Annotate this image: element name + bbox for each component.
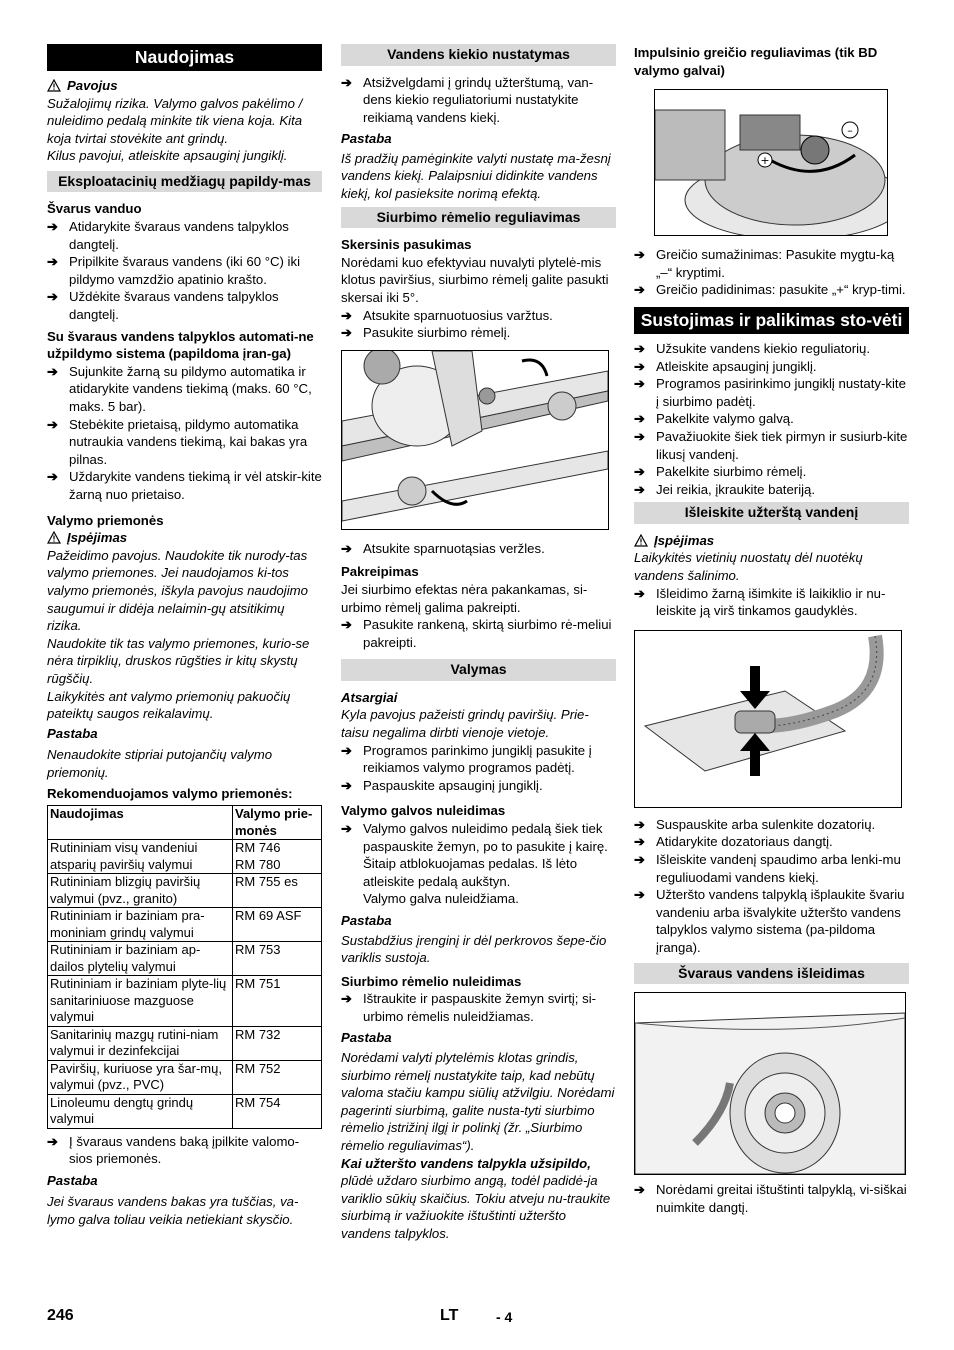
note-text: Nenaudokite stipriai putojančių valymo priemonių.: [47, 747, 273, 780]
list-item: ➔ Atsukite sparnuotuosius varžtus.: [341, 307, 553, 323]
warning-triangle-icon: [634, 534, 648, 547]
detergents-heading: Valymo priemonės: [47, 512, 164, 528]
table-row: Sanitarinių mazgų rutini-niam valymui ir dezinfekcijai RM 732: [48, 1026, 322, 1060]
language-code: LT: [440, 1307, 459, 1324]
column-1: [47, 44, 322, 1229]
list-item: ➔ Išleidimo žarną išimkite iš laikiklio ir nu-leiskite ją virš tinkamos gaudyklės.: [634, 585, 886, 619]
svg-text:–: –: [847, 124, 853, 138]
section-drain-dirty: Išleiskite užterštą vandenį: [634, 502, 909, 524]
list-item: ➔ Užteršto vandens talpyklą išplaukite švariu vandeniu arba išvalykite užteršto vandens talpyklos valymo sistema (pa-pildoma įranga).: [634, 887, 905, 955]
page-number: 246: [47, 1307, 74, 1324]
table-row: Rutininiam ir baziniam plyte-lių sanitariniuose mazguose valymui RM 751: [48, 976, 322, 1027]
section-cleaning: Valymas: [341, 659, 616, 681]
table-row: Paviršių, kuriuose yra šar-mų, valymui (pvz., PVC) RM 752: [48, 1060, 322, 1094]
warning-triangle-icon: [47, 79, 61, 92]
caution-text: Kyla pavojus pažeisti grindų paviršių. Prie-taisu negalima dirbti vienoje vietoje.: [341, 707, 589, 740]
table-row: Rutininiam ir baziniam ap-dailos plytelių valymui RM 753: [48, 942, 322, 976]
section-water-amount: Vandens kiekio nustatymas: [341, 44, 616, 66]
note3-tail: plūdė uždaro siurbimo angą, todėl padidė-ja variklio sūkių skaičius. Tokiu atveju nu-traukite siurbimą ir važiuokite ištuštinti užteršto vandens talpyklos.: [341, 1173, 611, 1241]
section-drain-clean: Švaraus vandens išleidimas: [634, 963, 909, 985]
clean-water-heading: Švarus vanduo: [47, 201, 142, 217]
section-squeegee-adjust: Siurbimo rėmelio reguliavimas: [341, 207, 616, 229]
note2-text: Jei švaraus vandens bakas yra tuščias, va-lymo galva toliau veikia netiekiant skysčio.: [47, 1194, 299, 1227]
warning-text-3: Laikykitės ant valymo priemonių pakuočių pateiktų saugos reikalavimų.: [47, 688, 291, 722]
speed-knob-illustration: [654, 89, 888, 236]
svg-text:+: +: [760, 154, 770, 168]
list-item: ➔ Valymo galvos nuleidimo pedalą šiek tiek paspauskite žemyn, po to pasukite į kairę. Šitaip atblokuojamas pedalas. Iš lėto atleiskite pedalą aukštyn.: [341, 820, 608, 889]
list-item: ➔ Norėdami greitai ištuštinti talpyklą, vi-siškai nuimkite dangtį.: [634, 1182, 907, 1215]
detergent-table: Naudojimas Valymo prie-monės Rutininiam visų vandeniui atsparių paviršių valymui RM 746 RM 780 Rutininiam blizgių paviršių valymui (pvz., granito) RM 755 es Rutininiam ir baziniam pra-moniniam grindų valymui RM 69 ASF Rutininiam ir baziniam ap-dailos plytelių valymui RM 753 Rutininiam ir baziniam plyte-lių sanitariniuose mazguose valymui RM 751 Sanitarinių mazgų rutini-niam valymui ir dezinfekcijai RM 732 Paviršių, kuriuose yra šar-mų, valymui (pvz., PVC) RM 752 Linoleumu dengtų grindų valymui RM 754: [47, 805, 322, 1129]
list-item: ➔ Uždėkite švaraus vandens talpyklos dangtelį.: [47, 289, 279, 323]
auto-fill-heading: Su švaraus vandens talpyklos automati-ne užpildymo sistema (papildoma įran-ga): [47, 328, 314, 362]
note3-bold: Kai užteršto vandens talpykla užsipildo,: [341, 1155, 591, 1171]
lower-squeegee-heading: Siurbimo rėmelio nuleidimas: [341, 973, 522, 989]
drain-hose-illustration: [634, 630, 902, 808]
tilt-heading: Pakreipimas: [341, 564, 419, 580]
list-item: ➔ Uždarykite vandens tiekimą ir vėl atskir-kite žarną nuo prietaiso.: [47, 469, 322, 502]
note2-text: Sustabdžius įrenginį ir dėl perkrovos šepe-čio variklis sustoja.: [341, 932, 607, 966]
danger-text-2: Kilus pavojui, atleiskite apsauginį jungiklį.: [47, 148, 288, 164]
section-title-stop: Sustojimas ir palikimas sto-vėti: [634, 307, 909, 334]
table-row: Linoleumu dengtų grindų valymui RM 754: [48, 1094, 322, 1128]
tilt-text: Jei siurbimo efektas nėra pakankamas, si-urbimo rėmelį galima pakreipti.: [341, 581, 588, 615]
clean-water-drain-illustration: [634, 992, 906, 1175]
list-item: ➔ Programos pasirinkimo jungiklį nustaty-kite į siurbimo padėtį.: [634, 376, 906, 409]
note3-label: Pastaba: [341, 1030, 392, 1046]
list-item: ➔ Pakelkite valymo galvą.: [634, 411, 794, 427]
list-item: ➔ Pakelkite siurbimo rėmelį.: [634, 464, 807, 480]
note3-text: Norėdami valyti plytelėmis klotas grindis, siurbimo rėmelį nustatykite taip, kad nebūtų valoma stačiu kampu siūlių atžvilgiu. Norėdami pagerinti siurbimą, galite nusta-tyti siurbimo rėmelio įstrižinį ilgį ir polinkį (žr. „Siurbimo rėmelio reguliavimas“).: [341, 1050, 615, 1154]
lower-head-result: Valymo galva nuleidžiama.: [363, 891, 519, 907]
warning-text: Laikykitės vietinių nuostatų dėl nuotėkų vandens šalinimo.: [634, 550, 863, 583]
list-item: ➔ Pasukite rankeną, skirtą siurbimo rė-meliui pakreipti.: [341, 617, 612, 650]
list-item: ➔ Į švaraus vandens baką įpilkite valomo-sios priemonės.: [47, 1133, 300, 1167]
warning-triangle-icon: [47, 531, 61, 544]
section-consumables: Eksploatacinių medžiagų papildy-mas: [47, 171, 322, 193]
warning-label: Įspėjimas: [634, 532, 909, 550]
danger-label: Pavojus: [47, 77, 322, 95]
recommended-heading: Rekomenduojamos valymo priemonės:: [47, 786, 293, 802]
list-item: ➔ Ištraukite ir paspauskite žemyn svirtį; si-urbimo rėmelis nuleidžiamas.: [341, 991, 597, 1024]
danger-text: Sužalojimų rizika. Valymo galvos pakėlimo / nuleidimo pedalą minkite tik viena koja. Kita koja tvirtai stovėkite ant grindų.: [47, 95, 303, 146]
note-text: Iš pradžių pamėginkite valyti nustatę ma-žesnį vandens kiekį. Palaipsniui didinkite vandens kiekį, kol pasieksite norimą efektą.: [341, 150, 611, 202]
list-item: ➔ Greičio padidinimas: pasukite „+“ kryp-timi.: [634, 282, 906, 298]
cross-heading: Skersinis pasukimas: [341, 237, 472, 253]
column-3: [634, 44, 909, 1216]
section-title-operation: Naudojimas: [47, 44, 322, 71]
warning-text-2: Naudokite tik tas valymo priemones, kurio-se nėra tirpiklių, druskos rūgšties ir kitų skystų rūgščių.: [47, 635, 310, 686]
list-item: ➔ Išleiskite vandenį spaudimo arba lenki-mu reguliuodami vandens kiekį.: [634, 851, 901, 885]
note2-label: Pastaba: [47, 1172, 98, 1188]
list-item: ➔ Paspauskite apsauginį jungiklį.: [341, 777, 543, 793]
list-item: ➔ Atleiskite apsauginį jungiklį.: [634, 358, 817, 374]
cross-text: Norėdami kuo efektyviau nuvalyti plytelė-mis klotus paviršius, siurbimo rėmelį galite pasukti skersai iki 5°.: [341, 254, 609, 305]
warning-label: Įspėjimas: [47, 529, 322, 547]
table-row: Rutininiam ir baziniam pra-moniniam grindų valymui RM 69 ASF: [48, 908, 322, 942]
squeegee-illustration: [341, 350, 609, 530]
column-2: [341, 44, 616, 1243]
table-row: Rutininiam blizgių paviršių valymui (pvz., granito) RM 755 es: [48, 874, 322, 908]
list-item: ➔ Suspauskite arba sulenkite dozatorių.: [634, 816, 876, 832]
note-label: Pastaba: [47, 725, 98, 741]
note-label: Pastaba: [341, 131, 392, 147]
list-item: ➔ Pavažiuokite šiek tiek pirmyn ir susiurb-kite likusį vandenį.: [634, 428, 908, 462]
list-item: ➔ Stebėkite prietaisą, pildymo automatika nutraukia vandens tiekimą, kai bakas yra pilnas.: [47, 416, 308, 467]
list-item: ➔ Atidarykite švaraus vandens talpyklos dangtelį.: [47, 219, 289, 252]
caution-label: Atsargiai: [341, 689, 398, 705]
list-item: ➔ Pasukite siurbimo rėmelį.: [341, 325, 511, 341]
table-row: Rutininiam visų vandeniui atsparių paviršių valymui RM 746 RM 780: [48, 840, 322, 874]
warning-text-1: Pažeidimo pavojus. Naudokite tik nurody-tas valymo priemones. Jei naudojamos ki-tos valymo priemonės, iškyla pavojus naudojimo saugumui ir didėja nelaimin-gų atsitikimų rizika.: [47, 547, 308, 634]
lower-head-heading: Valymo galvos nuleidimas: [341, 803, 506, 819]
list-item: ➔ Atsukite sparnuotąsias veržles.: [341, 540, 545, 556]
sub-page-number: - 4: [496, 1309, 513, 1325]
list-item: ➔ Programos parinkimo jungiklį pasukite į reikiamos valymo programos padėtį.: [341, 742, 592, 776]
list-item: ➔ Jei reikia, įkraukite bateriją.: [634, 481, 816, 497]
list-item: ➔ Atsižvelgdami į grindų užterštumą, van-dens kiekio reguliatoriumi nustatykite reikiamą vandens kiekį.: [341, 74, 594, 125]
note2-label: Pastaba: [341, 912, 392, 928]
list-item: ➔ Atidarykite dozatoriaus dangtį.: [634, 834, 833, 850]
list-item: ➔ Užsukite vandens kiekio reguliatorių.: [634, 340, 871, 356]
list-item: ➔ Sujunkite žarną su pildymo automatika ir atidarykite vandens tiekimą (maks. 60 °C, maks. 5 bar).: [47, 363, 312, 414]
list-item: ➔ Pripilkite švaraus vandens (iki 60 °C) iki pildymo vamzdžio apatinio krašto.: [47, 254, 301, 287]
speed-heading: Impulsinio greičio reguliavimas (tik BD valymo galvai): [634, 45, 878, 78]
list-item: ➔ Greičio sumažinimas: Pasukite mygtu-ką „–“ kryptimi.: [634, 247, 895, 280]
